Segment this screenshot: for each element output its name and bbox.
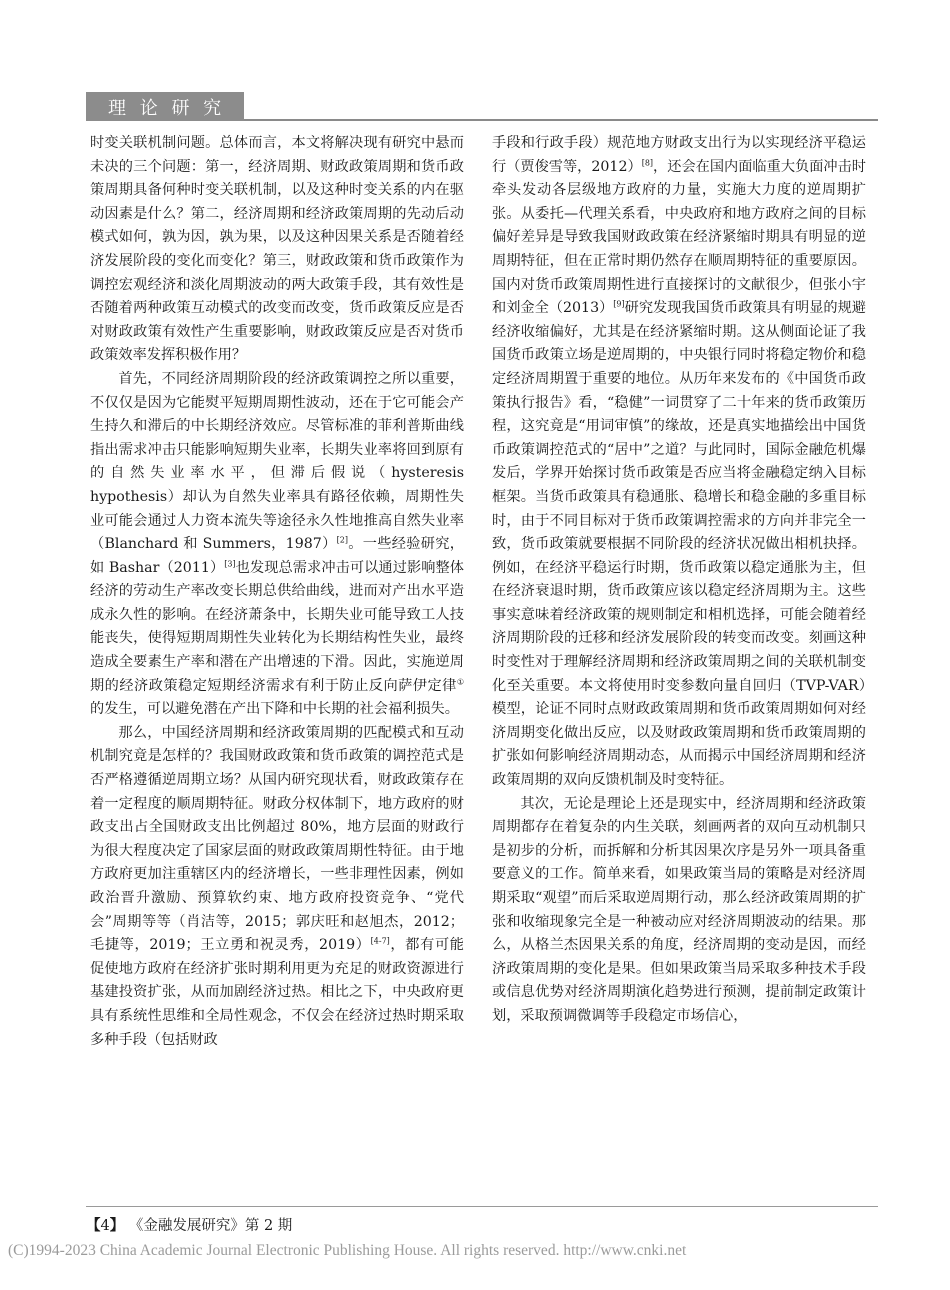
- citation-ref: [2]: [336, 535, 348, 545]
- page-footer: [86, 1214, 292, 1235]
- paragraph-left-3: 那么，中国经济周期和经济政策周期的匹配模式和互动机制究竟是怎样的？我国财政政策和货币政策的调控范式是否严格遵循逆周期立场？从国内研究现状看，财政政策存在着一定程度的顺周期特征。财政分权体制下，地方政府的财政支出占全国财政支出比例超过 80%，地方层面的财政行为很大程度决定了国家层面的财政政策周期性特征。由于地方政府更加注重辖区内的经济增长，一些非理性因素，例如政治晋升激励、预算软约束、地方政府投资竞争、“党代会”周期等等（肖洁等，2015；郭庆旺和赵旭杰，2012；毛捷等，2019；王立勇和祝灵秀，2019）[4-7]，都有可能促使地方政府在经济扩张时期利用更为充足的财政资源进行基建投资扩张，从而加剧经济过热。相比之下，中央政府更具有系统性思维和全局性观念，不仅会在经济过热时期采取多种手段（包括财政: [90, 724, 464, 1048]
- footnote-ref: ①: [456, 676, 464, 686]
- left-column: [90, 132, 464, 1207]
- citation-ref: [4-7]: [370, 936, 390, 946]
- paragraph-right-2: 其次，无论是理论上还是现实中，经济周期和经济政策周期都存在着复杂的内生关联，刻画两者的双向互动机制只是初步的分析，而拆解和分析其因果次序是另外一项具备重要意义的工作。简单来看，如果政策当局的策略是对经济周期采取“观望”而后采取逆周期行动，那么经济政策周期的扩张和收缩现象完全是一种被动应对经济周期波动的结果。那么，从格兰杰因果关系的角度，经济周期的变动是因，而经济政策周期的变化是果。但如果政策当局采取多种技术手段或信息优势对经济周期演化趋势进行预测，提前制定政策计划，采取预调微调等手段稳定市场信心，: [492, 795, 866, 1024]
- paragraph-right-1: 手段和行政手段）规范地方财政支出行为以实现经济平稳运行（贾俊雪等，2012）[8]，还会在国内面临重大负面冲击时牵头发动各层级地方政府的力量，实施大力度的逆周期扩张。从委托—代理关系看，中央政府和地方政府之间的目标偏好差异是导致我国财政政策在经济紧缩时期具有明显的逆周期特征，但在正常时期仍然存在顺周期特征的重要原因。国内对货币政策周期性进行直接探讨的文献很少，但张小宇和刘金全（2013）[9]研究发现我国货币政策具有明显的规避经济收缩偏好，尤其是在经济紧缩时期。这从侧面论证了我国货币政策立场是逆周期的，中央银行同时将稳定物价和稳定经济周期置于重要的地位。从历年来发布的《中国货币政策执行报告》看，“稳健”一词贯穿了二十年来的货币政策历程，这究竟是“用词审慎”的缘故，还是真实地描绘出中国货币政策调控范式的“居中”之道？与此同时，国际金融危机爆发后，学界开始探讨货币政策是否应当将金融稳定纳入目标框架。当货币政策具有稳通胀、稳增长和稳金融的多重目标时，由于不同目标对于货币政策调控需求的方向并非完全一致，货币政策就要根据不同阶段的经济状况做出相机抉择。例如，在经济平稳运行时期，货币政策以稳定通胀为主，但在经济衰退时期，货币政策应该以稳定经济周期为主。这些事实意味着经济政策的规则制定和相机选择，可能会随着经济周期阶段的迁移和经济发展阶段的转变而改变。刻画这种时变性对于理解经济周期和经济政策周期之间的关联机制变化至关重要。本文将使用时变参数向量自回归（TVP-VAR）模型，论证不同时点财政政策周期和货币政策周期如何对经济周期变化做出反应，以及财政政策周期和货币政策周期的扩张如何影响经济周期动态，从而揭示中国经济周期和经济政策周期的双向反馈机制及时变特征。: [492, 135, 866, 789]
- section-label: 理 论 研 究: [86, 92, 244, 121]
- page-number: 4: [100, 1218, 110, 1234]
- citation-ref: [8]: [641, 157, 654, 167]
- citation-ref: [9]: [613, 299, 625, 309]
- paragraph-left-1: 时变关联机制问题。总体而言，本文将解决现有研究中悬而未决的三个问题：第一，经济周期、财政政策周期和货币政策周期具备何种时变关联机制，以及这种时变关系的内在驱动因素是什么？第二，经济周期和经济政策周期的先动后动模式如何，孰为因，孰为果，以及这种因果关系是否随着经济发展阶段的变化而变化？第三，财政政策和货币政策作为调控宏观经济和淡化周期波动的两大政策手段，其有效性是否随着两种政策互动模式的改变而改变，货币政策反应是否对财政政策有效性产生重要影响，财政政策反应是否对货币政策效率发挥积极作用？: [90, 135, 464, 364]
- footer-rule: [86, 1206, 878, 1207]
- right-column: [492, 132, 866, 1207]
- page-bracket-close: 】: [109, 1217, 125, 1234]
- page-bracket-open: 【: [86, 1217, 101, 1234]
- citation-ref: [3]: [224, 558, 236, 568]
- paragraph-left-2: 首先，不同经济周期阶段的经济政策调控之所以重要，不仅仅是因为它能熨平短期周期性波动，还在于它可能会产生持久和滞后的中长期经济效应。尽管标准的菲利普斯曲线指出需求冲击只能影响短期失业率，长期失业率将回到原有的自然失业率水平，但滞后假说（hysteresis hypothesis）却认为自然失业率具有路径依赖，周期性失业可能会通过人力资本流失等途径永久性地推高自然失业率（Blanchard 和 Summers，1987）[2]。一些经验研究，如 Bashar（2011）[3]也发现总需求冲击可以通过影响整体经济的劳动生产率改变长期总供给曲线，进而对产出水平造成永久性的影响。在经济萧条中，长期失业可能导致工人技能丧失，使得短期周期性失业转化为长期结构性失业，最终造成全要素生产率和潜在产出增速的下滑。因此，实施逆周期的经济政策稳定短期经济需求有利于防止反向萨伊定律①的发生，可以避免潜在产出下降和中长期的社会福利损失。: [90, 370, 464, 718]
- journal-name: 《金融发展研究》第 2 期: [128, 1218, 293, 1234]
- copyright-watermark: (C)1994-2023 China Academic Journal Electronic Publishing House. All rights reserved. http://www.cnki.net: [8, 1242, 687, 1259]
